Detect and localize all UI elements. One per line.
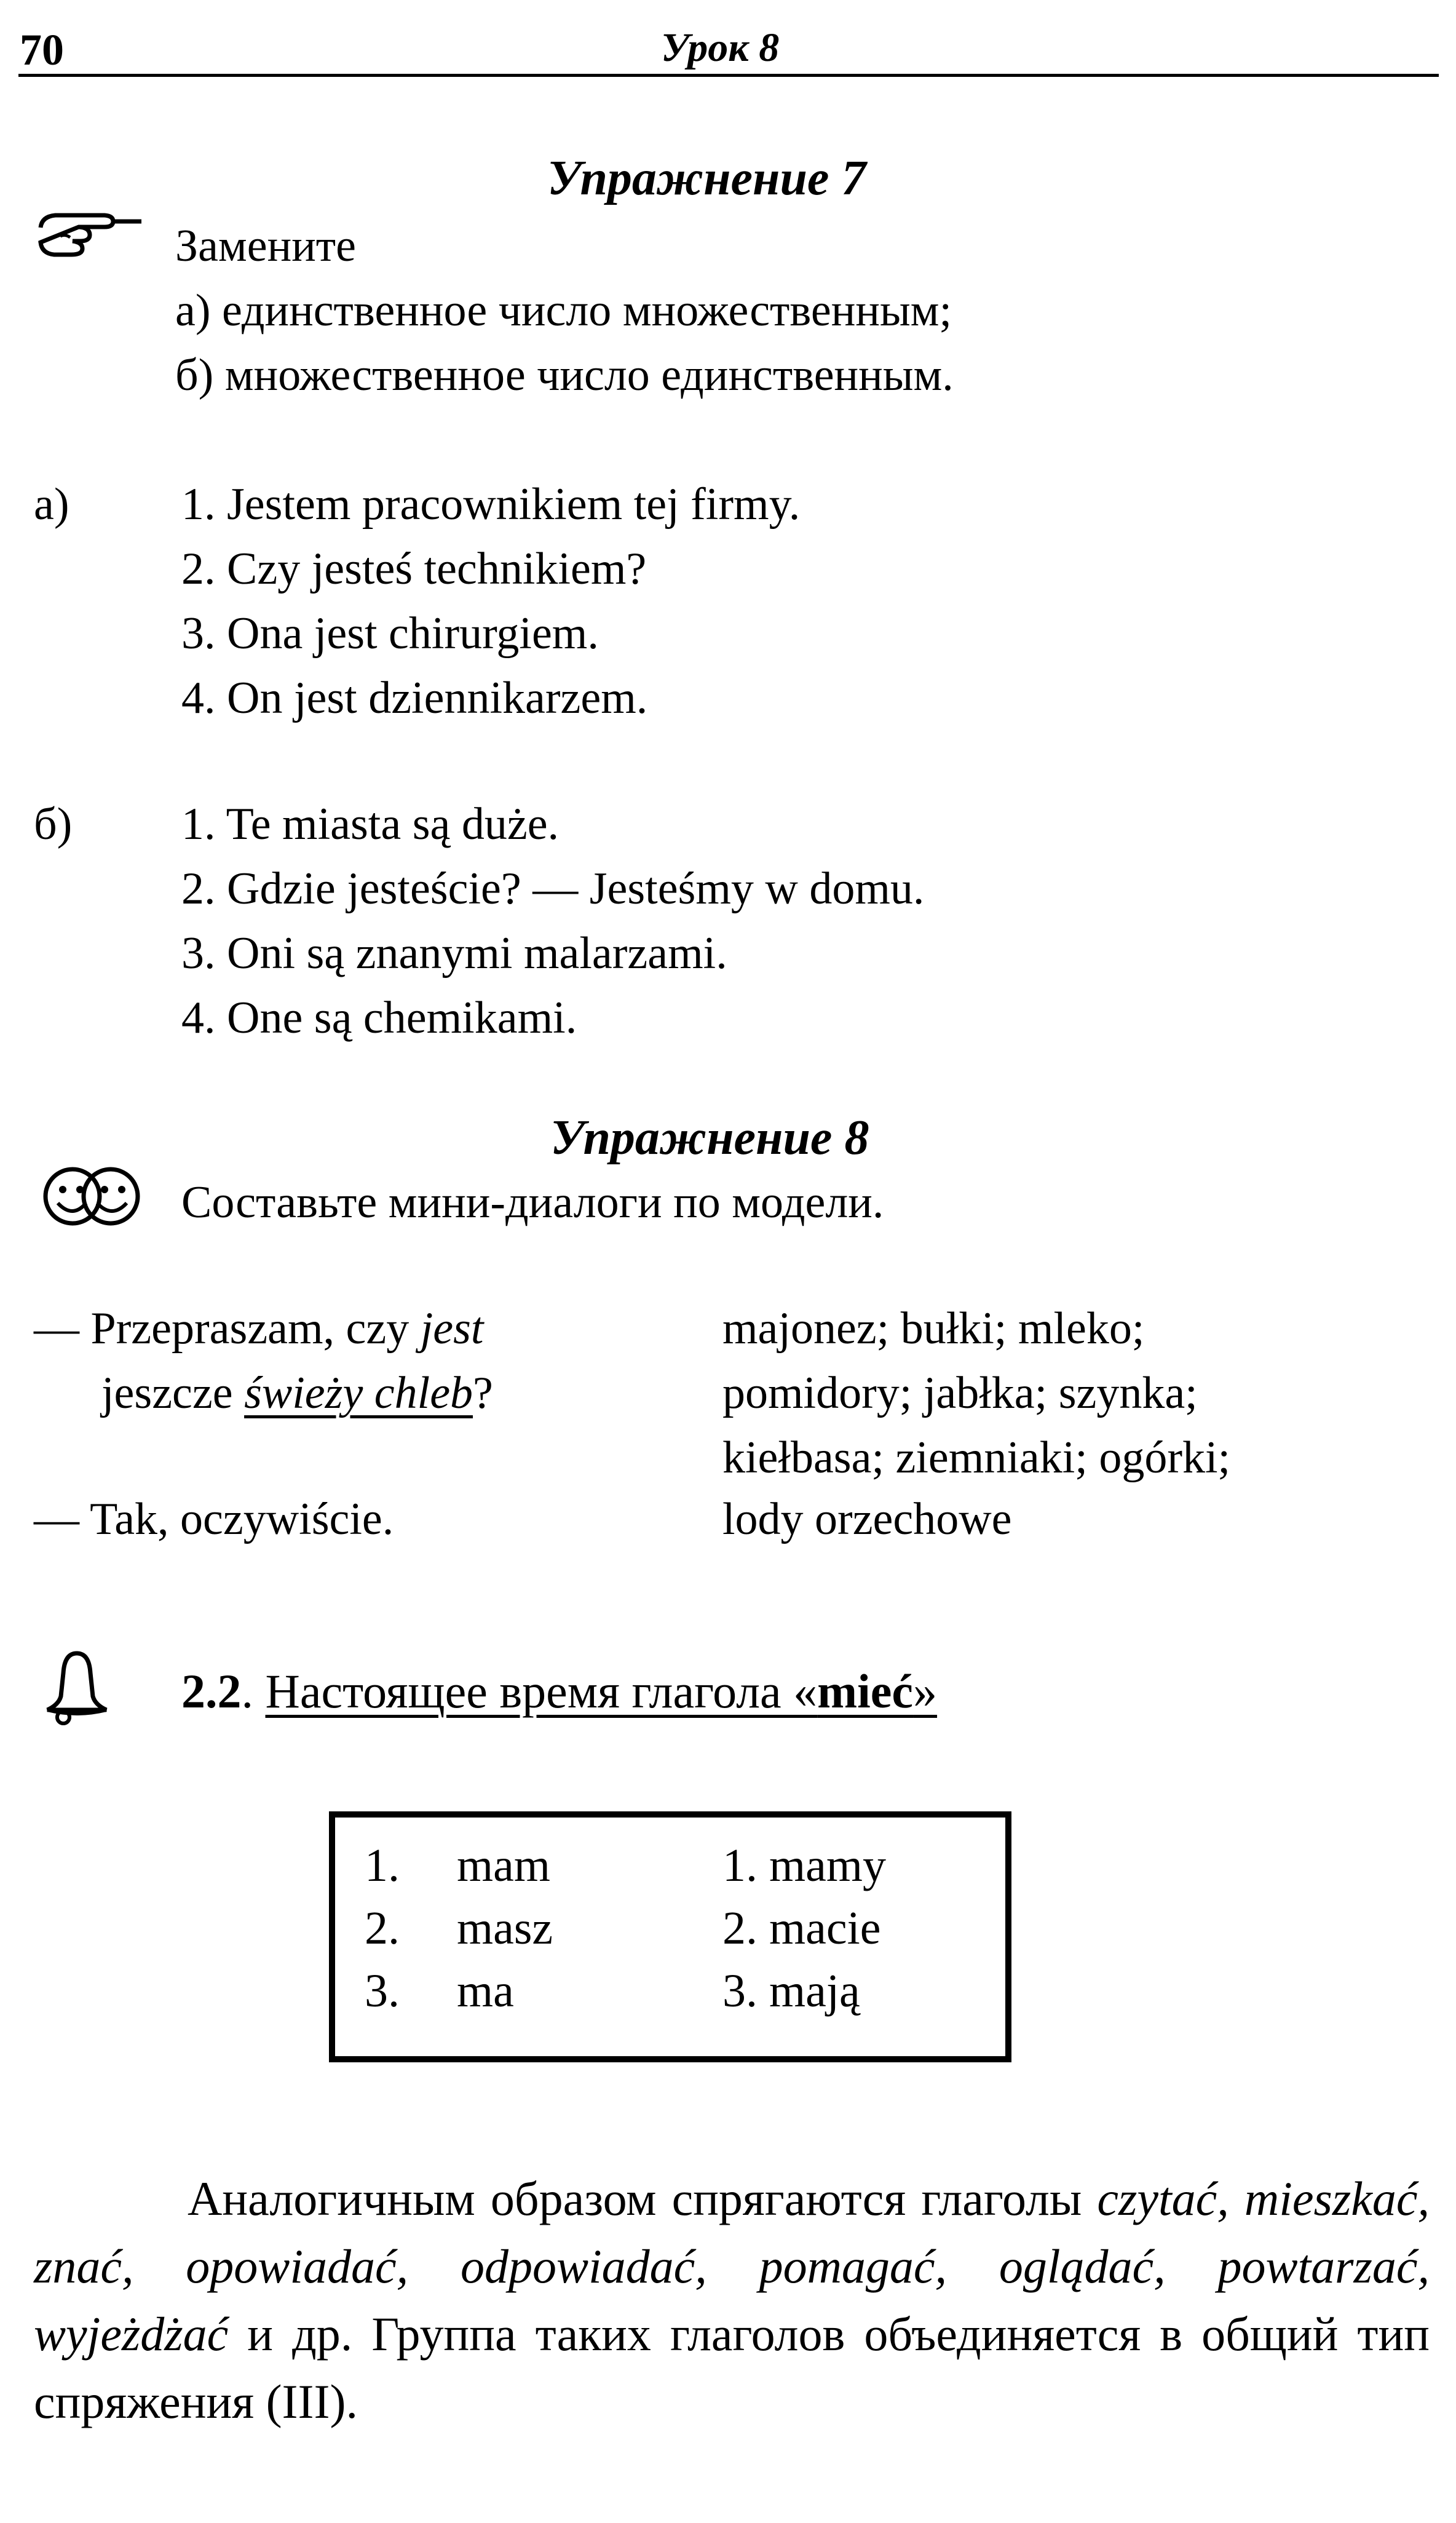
ex7-task-a: а) единственное число множественным; — [175, 285, 952, 336]
substitution-line-3: kiełbasa; ziemniaki; ogórki; — [722, 1432, 1231, 1483]
substitution-line-4: lody orzechowe — [722, 1494, 1012, 1544]
sentence-b3: 3. Oni są znanymi malarzami. — [181, 928, 727, 979]
singular-row-2: 2. masz — [365, 1902, 553, 1954]
section-title-verb: mieć — [817, 1664, 914, 1718]
ex7-task-b: б) множественное число единственным. — [175, 350, 954, 400]
ex7-instruction: Замените — [175, 221, 356, 271]
sentence-a4: 4. On jest dziennikarzem. — [181, 673, 648, 723]
conjugation-note — [34, 2165, 1430, 2436]
substitution-line-1: majonez; bułki; mleko; — [722, 1303, 1145, 1354]
dialog-noun-phrase: świeży chleb — [244, 1368, 473, 1418]
exercise-8-title: Упражнение 8 — [550, 1111, 869, 1165]
section-title-text: Настоящее время глагола « — [265, 1664, 818, 1718]
dialog-line-2-text: jeszcze — [101, 1368, 245, 1418]
note-text-1: Аналогичным образом спрягаются глаголы — [188, 2172, 1098, 2225]
singular-row-3: 3. ma — [365, 1965, 514, 2017]
sentence-a1: 1. Jestem pracownikiem tej firmy. — [181, 479, 801, 530]
two-faces-icon — [37, 1162, 148, 1230]
section-number: 2.2 — [181, 1664, 242, 1718]
section-title-close: » — [913, 1664, 938, 1718]
plural-row-2: 2. macie — [722, 1902, 881, 1954]
note-text-2: и др. Группа таких глаголов объединяется в общий тип спряжения (III). — [34, 2307, 1430, 2428]
substitution-line-2: pomidory; jabłka; szynka; — [722, 1368, 1198, 1418]
pointing-hand-icon — [36, 203, 146, 264]
header-rule — [18, 74, 1439, 77]
conjugation-table — [329, 1811, 1011, 2062]
dialog-line-1-text: — Przepraszam, czy — [34, 1303, 421, 1354]
group-b-label: б) — [34, 799, 73, 849]
sentence-a2: 2. Czy jesteś technikiem? — [181, 544, 647, 594]
dialog-line-1 — [34, 1298, 483, 1359]
ex8-instruction: Составьте мини-диалоги по модели. — [181, 1177, 884, 1228]
lesson-title: Урок 8 — [661, 25, 780, 70]
dialog-answer: — Tak, oczywiście. — [34, 1494, 394, 1544]
dialog-question-mark: ? — [473, 1368, 493, 1418]
page-number: 70 — [20, 25, 64, 74]
sentence-a3: 3. Ona jest chirurgiem. — [181, 608, 599, 659]
sentence-b4: 4. One są chemikami. — [181, 993, 577, 1043]
singular-row-1: 1. mam — [365, 1840, 550, 1891]
bell-icon — [40, 1648, 114, 1728]
plural-row-3: 3. mają — [722, 1965, 860, 2017]
dialog-line-2 — [101, 1362, 493, 1424]
sentence-b2: 2. Gdzie jesteście? — Jesteśmy w domu. — [181, 864, 925, 914]
group-a-label: а) — [34, 479, 69, 530]
exercise-7-title: Упражнение 7 — [547, 151, 866, 205]
section-heading: 2.2. Настоящее время глагола «mieć» — [181, 1664, 938, 1718]
note-verb-list: czytać, mieszkać, znać, opowiadać, odpowiadać, pomagać, oglądać, powtarzać, wyjeżdżać — [34, 2172, 1430, 2361]
plural-row-1: 1. mamy — [722, 1840, 886, 1891]
dialog-verb-jest: jest — [420, 1303, 484, 1354]
sentence-b1: 1. Te miasta są duże. — [181, 799, 560, 849]
